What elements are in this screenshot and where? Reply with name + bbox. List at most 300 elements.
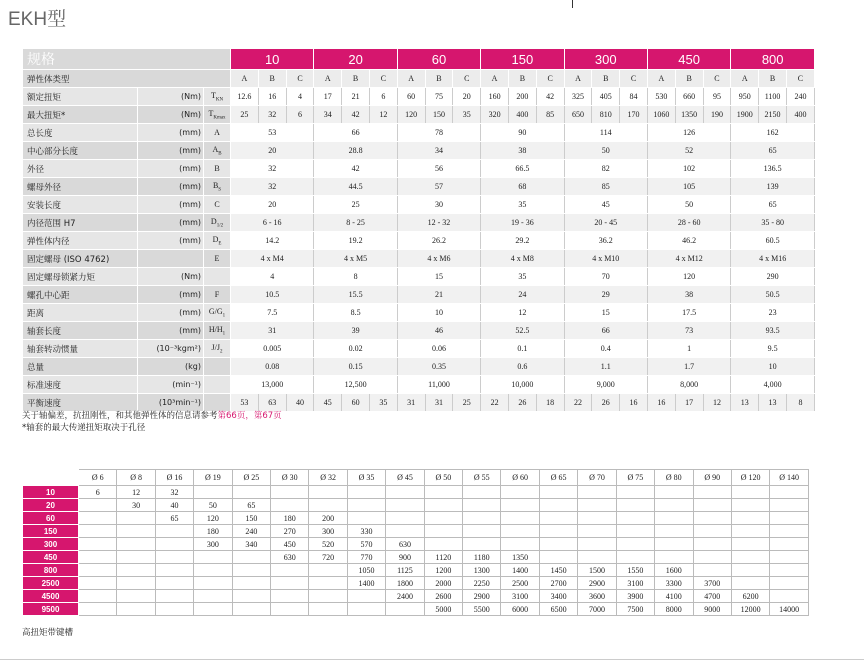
bore-torque-value	[501, 486, 539, 499]
spec-value: 53	[231, 124, 314, 142]
bore-torque-value	[693, 499, 731, 512]
spec-value: 26	[508, 394, 536, 412]
spec-value: 810	[592, 106, 620, 124]
elastomer-type-cell: B	[342, 70, 370, 88]
bore-torque-value	[770, 499, 809, 512]
spec-value: 24	[481, 286, 564, 304]
bore-row-size: 300	[23, 538, 79, 551]
spec-value: 4 x M16	[731, 250, 815, 268]
bore-diameter-header: Ø 19	[194, 470, 232, 486]
bore-row-size: 800	[23, 564, 79, 577]
bore-diameter-header: Ø 45	[386, 470, 424, 486]
spec-value: 120	[647, 268, 730, 286]
spec-row-unit: (10⁻³kgm²)	[138, 340, 204, 358]
spec-value: 20	[231, 196, 314, 214]
spec-value: 12,500	[314, 376, 397, 394]
elastomer-type-cell: A	[564, 70, 592, 88]
bore-diameter-header: Ø 8	[117, 470, 155, 486]
spec-value: 7.5	[231, 304, 314, 322]
bore-torque-value	[770, 590, 809, 603]
spec-value: 19 - 36	[481, 214, 564, 232]
bore-row	[23, 512, 809, 525]
bore-torque-value	[578, 525, 616, 538]
bore-torque-value	[770, 551, 809, 564]
spec-value: 31	[231, 322, 314, 340]
bore-torque-value	[347, 512, 385, 525]
spec-value: 42	[536, 88, 564, 106]
spec-value: 45	[564, 196, 647, 214]
symbol-text: D	[212, 234, 219, 244]
spec-table	[22, 48, 815, 412]
spec-value: 170	[620, 106, 648, 124]
bore-torque-value: 7500	[616, 603, 654, 616]
spec-row-label: 总长度	[23, 124, 138, 142]
spec-value: 12	[703, 394, 731, 412]
spec-value: 15	[397, 268, 480, 286]
spec-value: 35	[481, 196, 564, 214]
bore-torque-value	[424, 525, 462, 538]
spec-value: 120	[397, 106, 425, 124]
spec-value: 4 x M4	[231, 250, 314, 268]
bore-torque-value	[79, 499, 117, 512]
size-header-cell: 800	[731, 49, 815, 70]
size-header-cell: 150	[481, 49, 564, 70]
spec-value: 32	[231, 160, 314, 178]
bore-torque-value	[424, 512, 462, 525]
symbol-text: T	[210, 90, 216, 100]
spec-value: 70	[564, 268, 647, 286]
spec-value: 16	[647, 394, 675, 412]
spec-row-unit: (mm)	[138, 196, 204, 214]
bore-torque-value	[770, 538, 809, 551]
bore-torque-value	[194, 590, 232, 603]
elastomer-type-cell: A	[731, 70, 759, 88]
bore-torque-value	[693, 486, 731, 499]
bore-torque-value	[770, 564, 809, 577]
spec-value: 0.35	[397, 358, 480, 376]
bore-torque-value	[117, 512, 155, 525]
bore-torque-value	[578, 499, 616, 512]
bore-torque-value: 1400	[501, 564, 539, 577]
spec-value: 12	[481, 304, 564, 322]
spec-value: 36.2	[564, 232, 647, 250]
bore-torque-value: 1300	[463, 564, 501, 577]
bore-torque-value: 32	[155, 486, 193, 499]
spec-value: 16	[258, 88, 286, 106]
spec-value: 1.1	[564, 358, 647, 376]
spec-row-unit: (Nm)	[138, 88, 204, 106]
bore-row-size: 4500	[23, 590, 79, 603]
bore-torque-value	[309, 590, 347, 603]
symbol-text: B	[212, 180, 219, 190]
spec-row	[23, 232, 815, 250]
bore-torque-value	[731, 525, 769, 538]
bore-torque-value: 30	[117, 499, 155, 512]
spec-value: 60	[397, 88, 425, 106]
bore-torque-value: 2250	[463, 577, 501, 590]
spec-row-symbol	[204, 124, 231, 142]
bore-diameter-header: Ø 75	[616, 470, 654, 486]
bore-torque-value	[731, 551, 769, 564]
spec-value: 25	[314, 196, 397, 214]
bore-header-row	[23, 470, 809, 486]
spec-row-unit: (kg)	[138, 358, 204, 376]
spec-row-unit: (mm)	[138, 178, 204, 196]
bore-torque-value	[616, 499, 654, 512]
spec-value: 1100	[759, 88, 787, 106]
spec-row-unit: (mm)	[138, 124, 204, 142]
elastomer-type-cell: B	[675, 70, 703, 88]
bore-torque-value	[194, 577, 232, 590]
spec-row-symbol	[204, 160, 231, 178]
bore-torque-value: 1350	[501, 551, 539, 564]
bore-torque-value: 3300	[655, 577, 693, 590]
bore-torque-value	[693, 538, 731, 551]
bore-torque-value	[501, 525, 539, 538]
spec-value: 29	[564, 286, 647, 304]
bore-torque-value	[117, 525, 155, 538]
bore-torque-table	[22, 469, 809, 616]
bore-diameter-header: Ø 55	[463, 470, 501, 486]
spec-value: 13	[731, 394, 759, 412]
bore-torque-value	[731, 486, 769, 499]
bore-torque-value	[194, 551, 232, 564]
bore-diameter-header: Ø 30	[271, 470, 309, 486]
bore-row	[23, 603, 809, 616]
spec-row-unit: (mm)	[138, 214, 204, 232]
spec-value: 0.06	[397, 340, 480, 358]
bore-torque-value	[424, 538, 462, 551]
spec-value: 0.08	[231, 358, 314, 376]
symbol-text: B	[214, 164, 220, 173]
spec-value: 530	[647, 88, 675, 106]
spec-value: 4,000	[731, 376, 815, 394]
bore-torque-value: 1125	[386, 564, 424, 577]
spec-value: 405	[592, 88, 620, 106]
elastomer-type-cell: B	[258, 70, 286, 88]
spec-value: 0.005	[231, 340, 314, 358]
spec-value: 4 x M8	[481, 250, 564, 268]
spec-value: 11,000	[397, 376, 480, 394]
bore-torque-value: 4100	[655, 590, 693, 603]
spec-value: 25	[453, 394, 481, 412]
spec-value: 650	[564, 106, 592, 124]
bore-torque-value: 270	[271, 525, 309, 538]
bore-torque-value: 630	[271, 551, 309, 564]
symbol-subscript: B	[218, 151, 222, 157]
bore-row	[23, 551, 809, 564]
spec-row-symbol	[204, 232, 231, 250]
spec-value: 46	[397, 322, 480, 340]
bore-torque-value: 7000	[578, 603, 616, 616]
bore-torque-value: 1120	[424, 551, 462, 564]
spec-value: 400	[786, 106, 814, 124]
spec-value: 35	[453, 106, 481, 124]
bore-torque-value	[79, 551, 117, 564]
spec-row	[23, 142, 815, 160]
spec-value: 90	[481, 124, 564, 142]
spec-value: 10	[731, 358, 815, 376]
bore-row	[23, 590, 809, 603]
bore-torque-value: 900	[386, 551, 424, 564]
spec-value: 21	[397, 286, 480, 304]
bore-torque-value: 4700	[693, 590, 731, 603]
spec-value: 50	[647, 196, 730, 214]
spec-value: 85	[536, 106, 564, 124]
bore-torque-value	[309, 577, 347, 590]
elastomer-type-cell: B	[508, 70, 536, 88]
spec-row-symbol	[204, 178, 231, 196]
bore-torque-value	[655, 499, 693, 512]
spec-row-symbol	[204, 286, 231, 304]
bore-row	[23, 577, 809, 590]
spec-value: 136.5	[731, 160, 815, 178]
elastomer-type-cell: C	[786, 70, 814, 88]
spec-value: 31	[425, 394, 453, 412]
spec-value: 46.2	[647, 232, 730, 250]
spec-value: 93.5	[731, 322, 815, 340]
bore-torque-value	[770, 486, 809, 499]
spec-value: 150	[425, 106, 453, 124]
spec-value: 38	[647, 286, 730, 304]
bore-torque-value	[731, 499, 769, 512]
spec-value: 45	[314, 394, 342, 412]
elastomer-type-cell: A	[314, 70, 342, 88]
spec-value: 320	[481, 106, 509, 124]
bore-row-size: 150	[23, 525, 79, 538]
bore-torque-value: 65	[155, 512, 193, 525]
spec-value: 32	[231, 178, 314, 196]
spec-row-symbol	[204, 214, 231, 232]
bore-torque-value: 2900	[578, 577, 616, 590]
bore-diameter-header: Ø 35	[347, 470, 385, 486]
spec-value: 23	[731, 304, 815, 322]
spec-value: 66	[314, 124, 397, 142]
spec-row-label: 距离	[23, 304, 138, 322]
spec-value: 39	[314, 322, 397, 340]
spec-value: 28.8	[314, 142, 397, 160]
bore-torque-value	[463, 499, 501, 512]
bore-torque-value	[616, 551, 654, 564]
bore-row-size: 20	[23, 499, 79, 512]
spec-value: 50	[564, 142, 647, 160]
spec-value: 38	[481, 142, 564, 160]
spec-row-label: 总量	[23, 358, 138, 376]
spec-row-unit: (Nm)	[138, 268, 204, 286]
bore-torque-value	[655, 525, 693, 538]
bore-torque-value: 1050	[347, 564, 385, 577]
bore-torque-value: 630	[386, 538, 424, 551]
bore-diameter-header: Ø 65	[539, 470, 577, 486]
elastomer-type-cell: C	[703, 70, 731, 88]
bore-torque-value	[501, 538, 539, 551]
spec-row-label: 外径	[23, 160, 138, 178]
bore-torque-value: 2600	[424, 590, 462, 603]
spec-value: 4	[231, 268, 314, 286]
spec-value: 56	[397, 160, 480, 178]
spec-row-unit: (mm)	[138, 322, 204, 340]
spec-value: 9.5	[731, 340, 815, 358]
elastomer-type-cell: C	[286, 70, 314, 88]
bore-torque-value	[79, 577, 117, 590]
symbol-subscript: 1	[222, 331, 226, 337]
bore-torque-value	[463, 512, 501, 525]
bore-torque-value: 65	[232, 499, 270, 512]
spec-value: 102	[647, 160, 730, 178]
spec-value: 200	[508, 88, 536, 106]
spec-value: 6	[286, 106, 314, 124]
bore-diameter-header: Ø 70	[578, 470, 616, 486]
symbol-subscript: S	[218, 187, 222, 193]
spec-value: 12.6	[231, 88, 259, 106]
bore-torque-value	[232, 551, 270, 564]
bore-torque-value	[271, 590, 309, 603]
spec-row-symbol	[204, 322, 231, 340]
spec-row	[23, 322, 815, 340]
spec-value: 1	[647, 340, 730, 358]
spec-value: 160	[481, 88, 509, 106]
spec-value: 66	[564, 322, 647, 340]
spec-row	[23, 160, 815, 178]
spec-value: 30	[397, 196, 480, 214]
bore-torque-value	[347, 603, 385, 616]
spec-value: 162	[731, 124, 815, 142]
bore-torque-value	[463, 486, 501, 499]
spec-row-symbol	[204, 106, 231, 124]
bore-torque-value	[155, 525, 193, 538]
spec-row-label: 轴套转动惯量	[23, 340, 138, 358]
spec-value: 6	[369, 88, 397, 106]
bore-torque-value: 1200	[424, 564, 462, 577]
size-header-cell: 60	[397, 49, 480, 70]
bore-torque-value	[616, 538, 654, 551]
spec-value: 85	[564, 178, 647, 196]
bore-torque-value: 3900	[616, 590, 654, 603]
spec-value: 21	[342, 88, 370, 106]
spec-value: 22	[564, 394, 592, 412]
spec-value: 139	[731, 178, 815, 196]
bore-torque-value	[155, 590, 193, 603]
bore-torque-value: 5000	[424, 603, 462, 616]
bore-torque-value	[655, 486, 693, 499]
bore-diameter-header: Ø 25	[232, 470, 270, 486]
spec-value: 240	[786, 88, 814, 106]
spec-value: 6 - 16	[231, 214, 314, 232]
symbol-text: D	[210, 216, 217, 226]
bore-torque-value: 14000	[770, 603, 809, 616]
bore-torque-value	[194, 603, 232, 616]
page-reference-link[interactable]: 第66页，第67页	[217, 411, 282, 421]
bore-torque-value	[117, 590, 155, 603]
symbol-subscript: 1/2	[216, 223, 224, 229]
spec-value: 8	[786, 394, 814, 412]
size-header-label: 规格	[23, 49, 231, 70]
elastomer-type-row	[23, 70, 815, 88]
bore-diameter-header: Ø 60	[501, 470, 539, 486]
bore-torque-value	[539, 499, 577, 512]
bore-torque-value	[770, 525, 809, 538]
bore-torque-value	[770, 577, 809, 590]
symbol-text: A	[214, 128, 220, 137]
bore-torque-value: 6200	[731, 590, 769, 603]
bore-torque-value	[194, 486, 232, 499]
bore-torque-value	[79, 525, 117, 538]
spec-value: 32	[258, 106, 286, 124]
spec-row-label: 固定螺母锁紧力矩	[23, 268, 138, 286]
bore-torque-value	[539, 538, 577, 551]
bore-row	[23, 538, 809, 551]
bore-torque-value	[271, 603, 309, 616]
bore-torque-value	[386, 525, 424, 538]
bore-diameter-header: Ø 120	[731, 470, 769, 486]
spec-row-unit: (mm)	[138, 304, 204, 322]
bore-torque-value	[271, 564, 309, 577]
spec-row-unit: (mm)	[138, 160, 204, 178]
spec-value: 16	[620, 394, 648, 412]
bore-torque-value: 3100	[616, 577, 654, 590]
bore-torque-value	[424, 486, 462, 499]
spec-value: 52	[647, 142, 730, 160]
spec-value: 0.6	[481, 358, 564, 376]
spec-value: 82	[564, 160, 647, 178]
spec-row-label: 安装长度	[23, 196, 138, 214]
bore-diameter-header: Ø 90	[693, 470, 731, 486]
symbol-text: F	[214, 290, 220, 299]
symbol-text: G/G	[208, 306, 223, 316]
spec-value: 25	[231, 106, 259, 124]
bore-torque-value	[731, 564, 769, 577]
bore-torque-value: 1500	[578, 564, 616, 577]
symbol-text: C	[214, 200, 220, 209]
bore-torque-value	[731, 538, 769, 551]
bore-torque-value: 300	[309, 525, 347, 538]
bore-torque-value: 1450	[539, 564, 577, 577]
spec-row-label: 螺孔中心距	[23, 286, 138, 304]
crop-mark	[572, 0, 573, 8]
spec-value: 1350	[675, 106, 703, 124]
spec-value: 13	[759, 394, 787, 412]
bore-torque-value	[232, 486, 270, 499]
bore-torque-value	[501, 512, 539, 525]
spec-value: 66.5	[481, 160, 564, 178]
bore-torque-value	[194, 564, 232, 577]
bore-torque-value	[578, 512, 616, 525]
bore-torque-value	[616, 525, 654, 538]
spec-row	[23, 304, 815, 322]
spec-value: 50.5	[731, 286, 815, 304]
bore-torque-value	[232, 590, 270, 603]
bore-torque-value	[655, 538, 693, 551]
spec-row-unit: (mm)	[138, 232, 204, 250]
size-header-cell: 300	[564, 49, 647, 70]
spec-value: 9,000	[564, 376, 647, 394]
bore-row-size: 10	[23, 486, 79, 499]
spec-row	[23, 250, 815, 268]
elastomer-type-cell: A	[647, 70, 675, 88]
bore-torque-value	[578, 538, 616, 551]
bore-torque-value	[463, 525, 501, 538]
spec-value: 13,000	[231, 376, 314, 394]
bore-torque-value: 770	[347, 551, 385, 564]
bore-torque-value: 2700	[539, 577, 577, 590]
bore-torque-value: 520	[309, 538, 347, 551]
spec-row-unit: (10³min⁻¹)	[138, 394, 204, 412]
bore-diameter-header: Ø 80	[655, 470, 693, 486]
spec-value: 10.5	[231, 286, 314, 304]
bore-torque-value	[79, 564, 117, 577]
spec-value: 0.02	[314, 340, 397, 358]
bore-torque-value	[693, 512, 731, 525]
